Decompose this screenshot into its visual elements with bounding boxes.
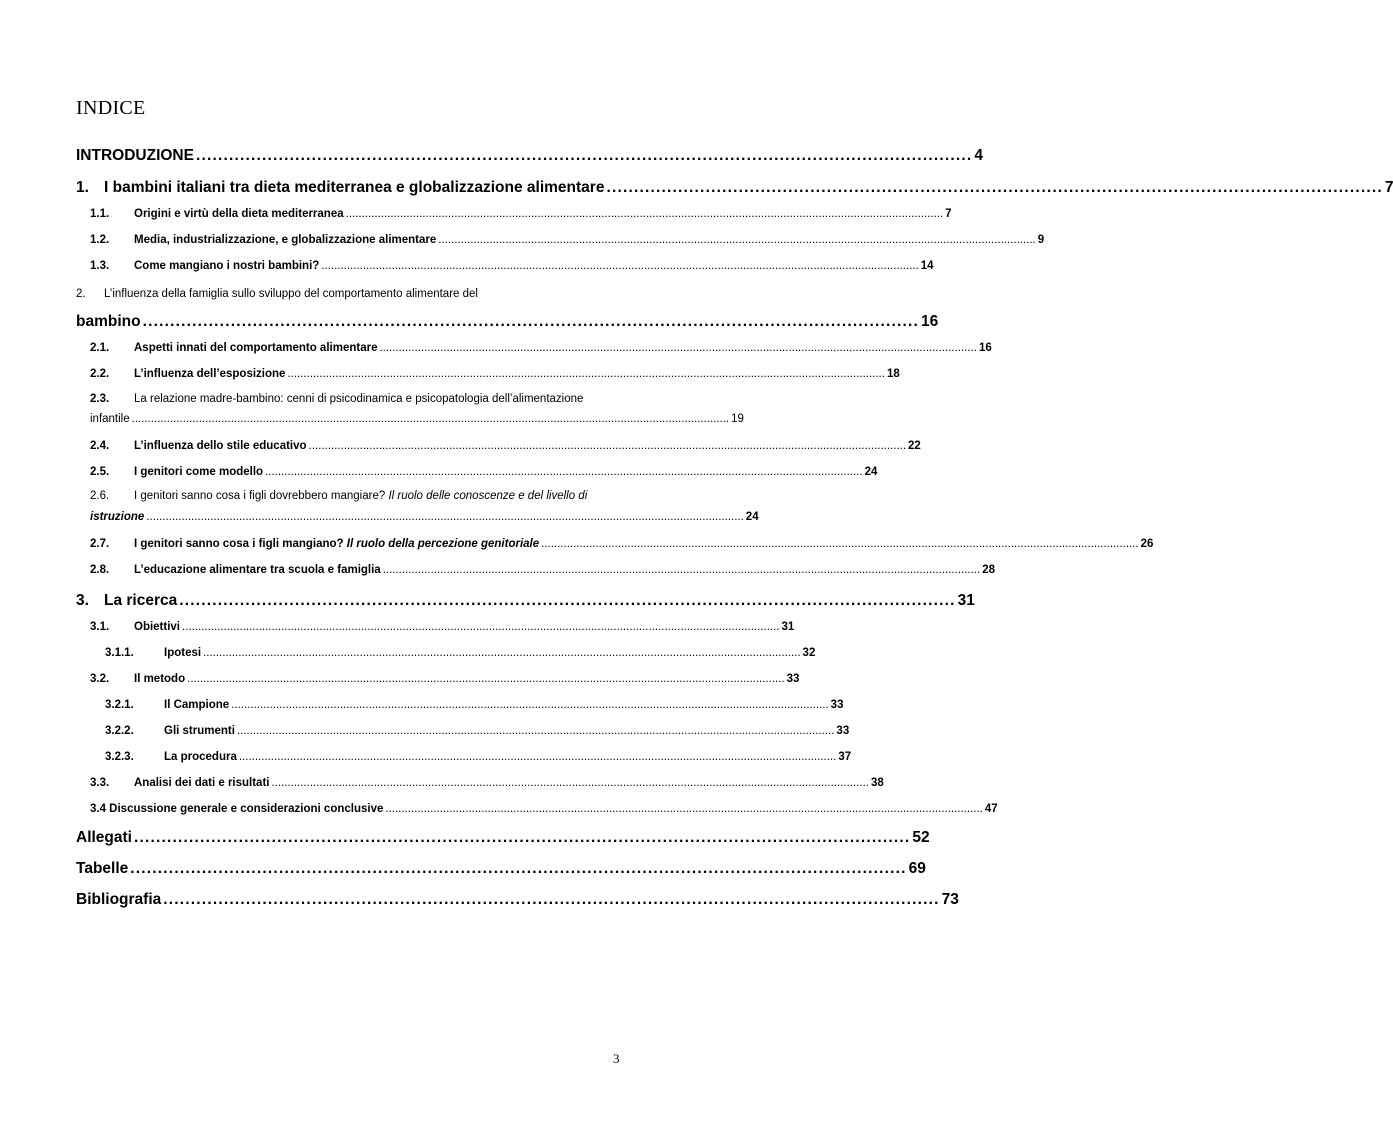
- toc-label: Aspetti innati del comportamento alimentare: [134, 342, 378, 354]
- toc-entry-2-6-line1[interactable]: [76, 490, 718, 502]
- toc-label: I bambini italiani tra dieta mediterranea e globalizzazione alimentare: [104, 179, 605, 196]
- toc-leader-dots: .............................................................................................................................................: [133, 829, 911, 846]
- toc-label: Analisi dei dati e risultati: [134, 777, 270, 789]
- toc-number: 2.4.: [90, 440, 110, 452]
- toc-label: Come mangiano i nostri bambini?: [134, 260, 320, 272]
- toc-leader-dots: ...........................................................................................................................................................................................: [187, 673, 785, 685]
- toc-page: 47: [984, 803, 998, 815]
- toc-entry-chapter-3[interactable]: [76, 592, 975, 610]
- toc-number: 3.2.: [90, 673, 110, 685]
- toc-leader-dots: ...........................................................................................................................................................................................: [131, 413, 730, 425]
- toc-page: 24: [745, 511, 759, 523]
- toc-label: INTRODUZIONE: [76, 147, 194, 164]
- toc-leader-dots: ...........................................................................................................................................................................................: [385, 803, 983, 815]
- toc-entry-3-2-2[interactable]: [76, 725, 850, 737]
- toc-leader-dots: .............................................................................................................................................: [179, 592, 956, 609]
- toc-page: 7: [1384, 179, 1393, 196]
- toc-label-continued: istruzione: [90, 511, 145, 523]
- toc-label: L’influenza dello stile educativo: [134, 440, 307, 452]
- toc-number: 2.6.: [90, 490, 110, 502]
- toc-page: 16: [921, 313, 939, 330]
- toc-leader-dots: ...........................................................................................................................................................................................: [541, 538, 1139, 550]
- toc-entry-3-4[interactable]: [76, 803, 998, 815]
- toc-page: 9: [1037, 234, 1045, 246]
- toc-entry-3-1-1[interactable]: [76, 647, 816, 659]
- toc-label: I genitori sanno cosa i figli dovrebbero mangiare?: [134, 490, 386, 502]
- toc-label-continued: infantile: [90, 413, 130, 425]
- toc-page: 37: [838, 751, 852, 763]
- toc-label: L’educazione alimentare tra scuola e famiglia: [134, 564, 381, 576]
- toc-page: 24: [864, 466, 878, 478]
- toc-page: 18: [886, 368, 900, 380]
- toc-page: 38: [870, 777, 884, 789]
- toc-entry-2-7[interactable]: [76, 538, 1154, 550]
- toc-entry-chapter-1[interactable]: [76, 179, 1393, 197]
- toc-entry-2-3-line1[interactable]: [76, 393, 718, 405]
- toc-page: 14: [920, 260, 934, 272]
- toc-page: 22: [908, 440, 921, 452]
- toc-entry-1-2[interactable]: [76, 234, 1045, 246]
- page-number: 3: [613, 1051, 620, 1066]
- toc-number: 3.1.: [90, 621, 110, 633]
- toc-entry-3-2-3[interactable]: [76, 751, 852, 763]
- toc-label-italic: Il ruolo delle conoscenze e del livello di: [388, 490, 588, 502]
- toc-label: Allegati: [76, 829, 132, 846]
- toc-leader-dots: ...........................................................................................................................................................................................: [271, 777, 869, 789]
- toc-leader-dots: .............................................................................................................................................: [163, 891, 940, 908]
- toc-number: 2.: [76, 288, 86, 300]
- toc-number: 2.3.: [90, 393, 110, 405]
- toc-entry-3-1[interactable]: [76, 621, 795, 633]
- toc-page: 26: [1140, 538, 1154, 550]
- toc-leader-dots: .............................................................................................................................................: [195, 147, 973, 164]
- toc-entry-2-1[interactable]: [76, 342, 992, 354]
- toc-number: 3.2.1.: [105, 699, 134, 711]
- toc-number: 2.1.: [90, 342, 110, 354]
- toc-label: Gli strumenti: [164, 725, 235, 737]
- toc-number: 2.7.: [90, 538, 110, 550]
- toc-entry-chapter-2-line1[interactable]: [76, 288, 718, 300]
- toc-number: 1.: [76, 179, 89, 196]
- toc-page: 31: [957, 592, 975, 609]
- toc-label: Tabelle: [76, 860, 129, 877]
- toc-page: 32: [802, 647, 816, 659]
- toc-leader-dots: ...........................................................................................................................................................................................: [382, 564, 981, 576]
- toc-number: 3.: [76, 592, 89, 609]
- toc-number: 1.2.: [90, 234, 110, 246]
- toc-entry-1-1[interactable]: [76, 208, 952, 220]
- toc-page: 31: [781, 621, 795, 633]
- toc-label: I genitori come modello: [134, 466, 264, 478]
- toc-entry-allegati[interactable]: [76, 829, 930, 847]
- toc-entry-tabelle[interactable]: [76, 860, 926, 878]
- toc-leader-dots: ...........................................................................................................................................................................................: [236, 725, 835, 737]
- toc-number: 2.5.: [90, 466, 110, 478]
- toc-page: 19: [731, 413, 744, 425]
- toc-page: 52: [912, 829, 930, 846]
- toc-entry-2-6[interactable]: [76, 511, 759, 523]
- toc-label: Obiettivi: [134, 621, 181, 633]
- toc-leader-dots: .............................................................................................................................................: [142, 313, 919, 330]
- toc-leader-dots: ...........................................................................................................................................................................................: [287, 368, 885, 380]
- toc-leader-dots: ...........................................................................................................................................................................................: [379, 342, 977, 354]
- toc-number: 2.8.: [90, 564, 110, 576]
- toc-page: 33: [836, 725, 850, 737]
- toc-leader-dots: .............................................................................................................................................: [130, 860, 907, 877]
- toc-entry-1-3[interactable]: [76, 260, 934, 272]
- toc-page: 33: [786, 673, 800, 685]
- toc-leader-dots: ...........................................................................................................................................................................................: [146, 511, 744, 523]
- toc-leader-dots: ...........................................................................................................................................................................................: [438, 234, 1036, 246]
- toc-entry-3-2-1[interactable]: [76, 699, 844, 711]
- toc-page: 16: [978, 342, 992, 354]
- toc-label: Il metodo: [134, 673, 186, 685]
- toc-entry-2-8[interactable]: [76, 564, 995, 576]
- toc-page: 4: [974, 147, 983, 164]
- toc-page: 33: [830, 699, 844, 711]
- toc-number: 3.3.: [90, 777, 110, 789]
- toc-label: La relazione madre-bambino: cenni di psicodinamica e psicopatologia dell’alimentazione: [134, 393, 584, 405]
- toc-label: 3.4 Discussione generale e considerazioni conclusive: [90, 803, 384, 815]
- toc-entry-2-2[interactable]: [76, 368, 900, 380]
- toc-number: 1.1.: [90, 208, 110, 220]
- toc-leader-dots: ...........................................................................................................................................................................................: [345, 208, 944, 220]
- toc-entry-2-3[interactable]: [76, 413, 744, 425]
- toc-label-continued: bambino: [76, 313, 141, 330]
- page-title: INDICE: [76, 97, 146, 119]
- toc-number: 1.3.: [90, 260, 110, 272]
- toc-label: L’influenza dell’esposizione: [134, 368, 286, 380]
- toc-page: 28: [982, 564, 995, 576]
- toc-leader-dots: ...........................................................................................................................................................................................: [238, 751, 837, 763]
- toc-label: La procedura: [164, 751, 237, 763]
- toc-entry-2-5[interactable]: [76, 466, 878, 478]
- toc-page: 73: [941, 891, 959, 908]
- toc-label: Origini e virtù della dieta mediterranea: [134, 208, 344, 220]
- toc-label-italic: Il ruolo della percezione genitoriale: [346, 538, 540, 550]
- toc-label: Il Campione: [164, 699, 230, 711]
- toc-leader-dots: ...........................................................................................................................................................................................: [231, 699, 829, 711]
- toc-leader-dots: ...........................................................................................................................................................................................: [321, 260, 919, 272]
- toc-number: 3.2.2.: [105, 725, 134, 737]
- toc-entry-introduzione[interactable]: [76, 147, 983, 165]
- toc-entry-3-3[interactable]: [76, 777, 884, 789]
- toc-leader-dots: .............................................................................................................................................: [606, 179, 1383, 196]
- toc-page: 69: [908, 860, 926, 877]
- toc-label: L’influenza della famiglia sullo sviluppo del comportamento alimentare del: [104, 288, 478, 300]
- toc-leader-dots: ...........................................................................................................................................................................................: [308, 440, 907, 452]
- toc-leader-dots: ...........................................................................................................................................................................................: [203, 647, 801, 659]
- toc-label: Media, industrializzazione, e globalizzazione alimentare: [134, 234, 437, 246]
- toc-number: 2.2.: [90, 368, 110, 380]
- toc-label: Bibliografia: [76, 891, 162, 908]
- toc-number: 3.2.3.: [105, 751, 134, 763]
- toc-entry-3-2[interactable]: [76, 673, 800, 685]
- toc-page: 7: [945, 208, 952, 220]
- toc-label: La ricerca: [104, 592, 178, 609]
- toc-entry-chapter-2[interactable]: [76, 313, 939, 331]
- toc-number: 3.1.1.: [105, 647, 134, 659]
- toc-entry-bibliografia[interactable]: [76, 891, 959, 909]
- toc-label: Ipotesi: [164, 647, 202, 659]
- toc-entry-2-4[interactable]: [76, 440, 921, 452]
- toc-leader-dots: ...........................................................................................................................................................................................: [182, 621, 780, 633]
- toc-label: I genitori sanno cosa i figli mangiano? Il ruolo della percezione genitoriale: [134, 538, 540, 550]
- toc-leader-dots: ...........................................................................................................................................................................................: [265, 466, 863, 478]
